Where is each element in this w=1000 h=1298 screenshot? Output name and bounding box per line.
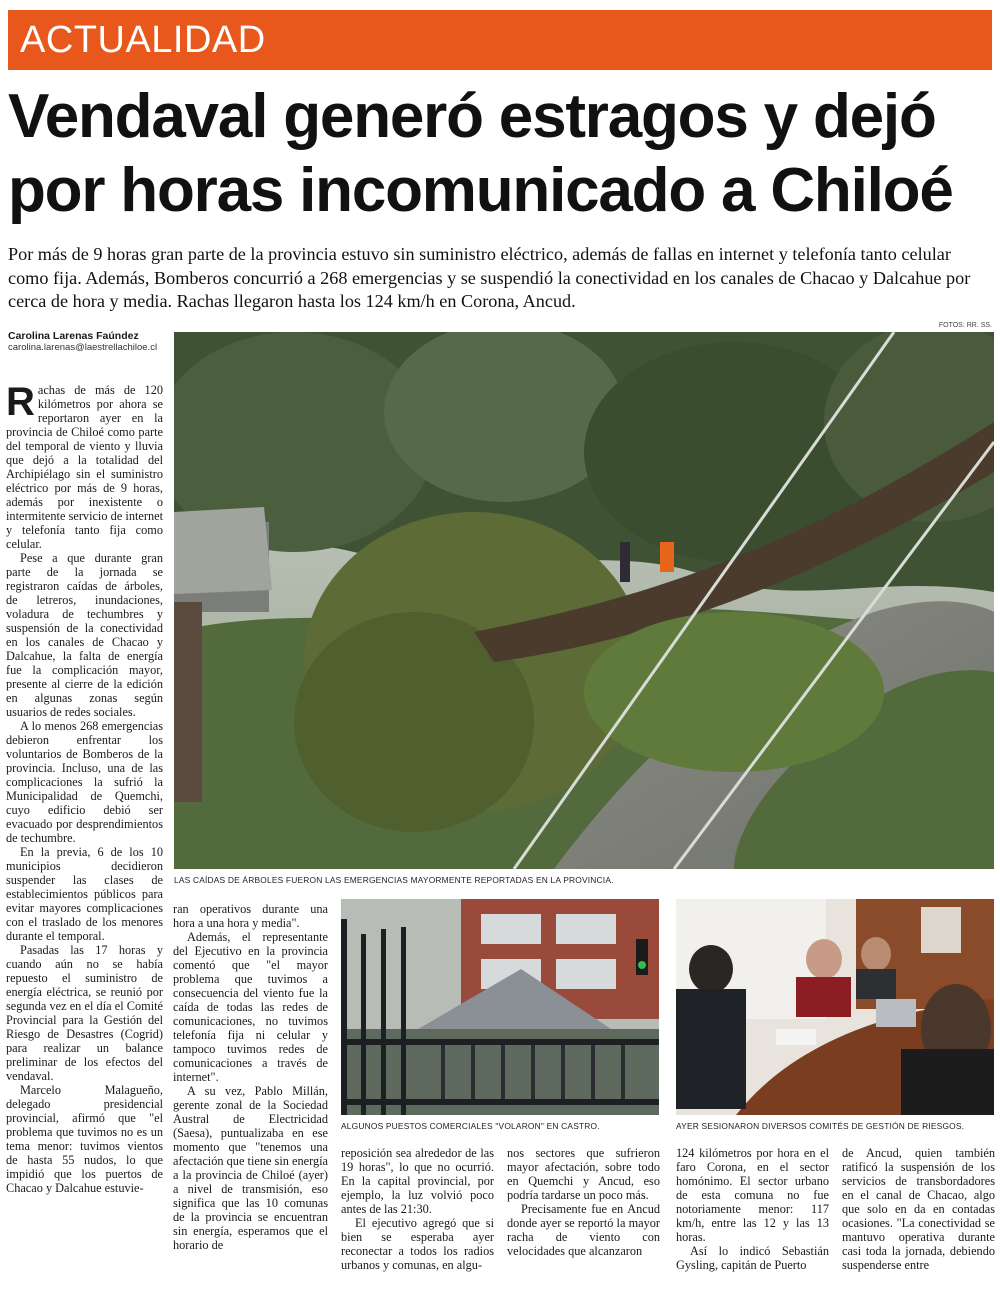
main-photo-fallen-tree bbox=[174, 332, 994, 869]
paragraph: En la previa, 6 de los 10 municipios decidieron suspender las clases de establecimientos públicos para evitar mayores complicaciones con el traslado de los menores durante el temporal. bbox=[6, 845, 163, 943]
paragraph-text: achas de más de 120 kilómetros por ahora se reportaron ayer en la provincia de Chiloé como parte del temporal de viento y lluvia que dejó a la totalidad del Archipiélago sin el suministro eléctrico por más de 9 horas, además por inexistente o intermitente servicio de internet y telefonía tanto fija como celular. bbox=[6, 383, 163, 551]
main-photo-caption: LAS CAÍDAS DE ÁRBOLES FUERON LAS EMERGENCIAS MAYORMENTE REPORTADAS EN LA PROVINCIA. bbox=[174, 875, 614, 885]
paragraph: ran operativos durante una hora a una hora y media". bbox=[173, 902, 328, 930]
paragraph bbox=[6, 383, 163, 551]
section-header bbox=[8, 10, 992, 70]
paragraph: reposición sea alrededor de las 19 horas", lo que no ocurrió. En la capital provincial, por ejemplo, la luz volvió poco antes de las 21:30. bbox=[341, 1146, 494, 1216]
photo-credit: FOTOS: RR. SS. bbox=[938, 322, 992, 329]
paragraph: A lo menos 268 emergencias debieron enfrentar los voluntarios de Bomberos de la provincia. Incluso, una de las complicaciones la sufrió la Municipalidad de Quemchi, cuyo edificio debió ser evacuado por desprendimientos de techumbre. bbox=[6, 719, 163, 845]
article-column-2 bbox=[173, 902, 328, 1288]
paragraph: de Ancud, quien también ratificó la suspensión de los servicios de transbordadores en el canal de Chacao, algo que solo en da en contadas ocasiones. "La conectividad se mantuvo operativa durante casi toda la jornada, debiendo suspenderse entre bbox=[842, 1146, 995, 1272]
paragraph: Marcelo Malagueño, delegado presidencial provincial, afirmó que "el problema que tuvimos no es un tema menor: tuvimos vientos de hasta 55 nudos, lo que impidió que los puertos de Chacao y Dalcahue estuvie- bbox=[6, 1083, 163, 1195]
paragraph: Pasadas las 17 horas y cuando aún no se había repuesto el suministro de energía eléctrica, se reunió por segunda vez en el día el Comité Provincial para la Gestión del Riesgo de Desastres (Cogrid) para realizar un balance preliminar de los efectos del vendaval. bbox=[6, 943, 163, 1083]
paragraph: Además, el representante del Ejecutivo en la provincia comentó que "el mayor problema que tuvimos a consecuencia del viento fue la caída de todas las redes de comunicaciones, no tuvimos telefonía fija ni celular y tampoco tuvimos redes de comunicaciones a través de internet". bbox=[173, 930, 328, 1084]
fallen-tree-illustration bbox=[174, 332, 994, 869]
byline bbox=[8, 330, 168, 353]
paragraph: Pese a que durante gran parte de la jornada se registraron caídas de árboles, de letreros, inundaciones, voladura de techumbres y suspensión de la conectividad en los canales de Chacao y Dalcahue, la falta de energía fue la complicación mayor, presente al cierre de la edición en algunas zonas según usuarios de redes sociales. bbox=[6, 551, 163, 719]
headline: Vendaval generó estragos y dejó por horas incomunicado a Chiloé bbox=[8, 82, 953, 225]
article-column-5 bbox=[676, 1146, 829, 1288]
paragraph: Así lo indicó Sebastián Gysling, capitán de Puerto bbox=[676, 1244, 829, 1272]
author-email: carolina.larenas@laestrellachiloe.cl bbox=[8, 342, 158, 353]
author-name: Carolina Larenas Faúndez bbox=[8, 330, 139, 342]
photo-market-stalls bbox=[341, 899, 659, 1115]
paragraph: El ejecutivo agregó que si bien se esperaba ayer reconectar a todos los radios urbanos y comunas, en algu- bbox=[341, 1216, 494, 1272]
section-label: ACTUALIDAD bbox=[20, 19, 266, 61]
article-column-3 bbox=[341, 1146, 494, 1288]
lede: Por más de 9 horas gran parte de la provincia estuvo sin suministro eléctrico, además de fallas en internet y telefonía tanto celular como fija. Además, Bomberos concurrió a 268 emergencias y se suspendió la conectividad en los canales de Chacao y Dalcahue por cerca de hora y media. Rachas llegaron hasta los 124 km/h en Corona, Ancud. bbox=[8, 244, 971, 311]
stalls-photo-caption: ALGUNOS PUESTOS COMERCIALES "VOLARON" EN CASTRO. bbox=[341, 1121, 600, 1131]
meeting-illustration bbox=[676, 899, 994, 1115]
paragraph: Precisamente fue en Ancud donde ayer se reportó la mayor racha de viento con velocidades que alcanzaron bbox=[507, 1202, 660, 1258]
paragraph: A su vez, Pablo Millán, gerente zonal de la Sociedad Austral de Electricidad (Saesa), puntualizaba en ese momento que "tenemos una afectación que tiene sin energía a la provincia de Chiloé (ayer) a nivel de transmisión, eso significa que las 10 comunas de la provincia se encuentran sin energía, esperamos que el horario de bbox=[173, 1084, 328, 1252]
meeting-photo-caption: AYER SESIONARON DIVERSOS COMITÉS DE GESTIÓN DE RIESGOS. bbox=[676, 1121, 965, 1131]
paragraph: 124 kilómetros por hora en el faro Corona, en el sector homónimo. El sector urbano de esta comuna no fue notoriamente menor: 117 km/h, entre las 12 y las 13 horas. bbox=[676, 1146, 829, 1244]
article-column-6 bbox=[842, 1146, 995, 1288]
article-column-1 bbox=[6, 383, 163, 1288]
photo-risk-committee-meeting bbox=[676, 899, 994, 1115]
market-stalls-illustration bbox=[341, 899, 659, 1115]
article-column-4 bbox=[507, 1146, 660, 1288]
paragraph: nos sectores que sufrieron mayor afectación, sobre todo en Quemchi y Ancud, eso podría tardarse un poco más. bbox=[507, 1146, 660, 1202]
drop-cap: R bbox=[6, 383, 35, 424]
